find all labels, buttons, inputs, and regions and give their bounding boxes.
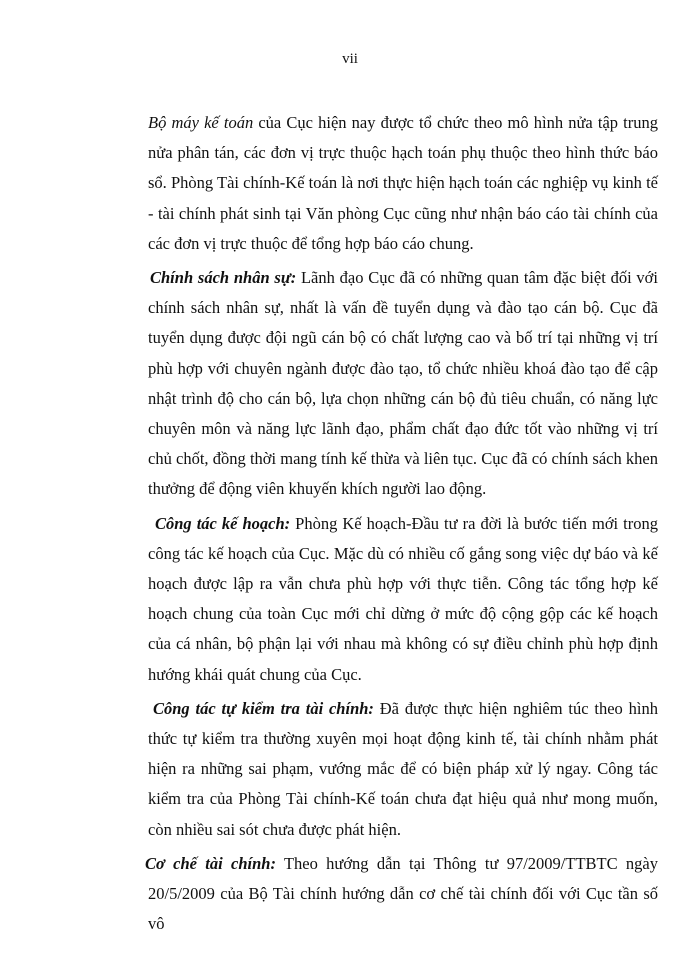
paragraph-text: của Cục hiện nay được tổ chức theo mô hình nửa tập trung nửa phân tán, các đơn vị trực thuộc hạch toán phụ thuộc theo hình thức báo sổ. Phòng Tài chính-Kế toán là nơi thực hiện hạch toán các nghiệp vụ kinh tế - tài chính phát sinh tại Văn phòng Cục cũng như nhận báo cáo tài chính của các đơn vị trực thuộc để tổng hợp báo cáo chung. — [148, 113, 658, 253]
paragraph-accounting-apparatus — [148, 108, 658, 259]
paragraph-text: Phòng Kế hoạch-Đầu tư ra đời là bước tiến mới trong công tác kế hoạch của Cục. Mặc dù có nhiều cố gắng song việc dự báo và kế hoạch được lập ra vẫn chưa phù hợp với thực tiễn. Công tác tổng hợp kế hoạch chung của toàn Cục mới chỉ dừng ở mức độ cộng gộp các kế hoạch của cá nhân, bộ phận lại với nhau mà không có sự điều chỉnh phù hợp định hướng khái quát chung của Cục. — [148, 513, 658, 684]
paragraph-lead: Bộ máy kế toán — [148, 113, 254, 132]
document-body — [145, 108, 658, 943]
paragraph-lead: Công tác kế hoạch: — [155, 513, 291, 533]
paragraph-text: Theo hướng dẫn tại Thông tư 97/2009/TTBTC ngày 20/5/2009 của Bộ Tài chính hướng dẫn cơ chế tài chính đối với Cục tần số vô — [148, 853, 658, 934]
paragraph-financial-mechanism — [145, 849, 658, 940]
paragraph-text: Đã được thực hiện nghiêm túc theo hình thức tự kiểm tra thường xuyên mọi hoạt động kinh tế, tài chính nhằm phát hiện ra những sai phạm, vướng mắc để có biện pháp xử lý ngay. Công tác kiểm tra của Phòng Tài chính-Kế toán chưa đạt hiệu quả như mong muốn, còn nhiều sai sót chưa được phát hiện. — [148, 698, 658, 839]
paragraph-financial-self-audit — [148, 694, 658, 845]
page-number: vii — [342, 51, 358, 67]
paragraph-text: Lãnh đạo Cục đã có những quan tâm đặc biệt đối với chính sách nhân sự, nhất là vấn đề tuyển dụng và đào tạo cán bộ. Cục đã tuyển dụng được đội ngũ cán bộ có chất lượng cao và bố trí tại những vị trí phù hợp với chuyên ngành được đào tạo, tổ chức nhiều khoá đào tạo để cập nhật trình độ cho cán bộ, lựa chọn những cán bộ đủ tiêu chuẩn, có năng lực chuyên môn và năng lực lãnh đạo, phẩm chất đạo đức tốt vào những vị trí chủ chốt, đồng thời mang tính kế thừa và liên tục. Cục đã có chính sách khen thưởng để động viên khuyến khích người lao động. — [148, 268, 658, 499]
paragraph-planning — [148, 509, 658, 690]
paragraph-lead: Công tác tự kiểm tra tài chính: — [153, 698, 374, 718]
paragraph-lead: Cơ chế tài chính: — [145, 853, 276, 873]
paragraph-personnel-policy — [148, 263, 658, 505]
paragraph-lead: Chính sách nhân sự: — [150, 268, 297, 288]
